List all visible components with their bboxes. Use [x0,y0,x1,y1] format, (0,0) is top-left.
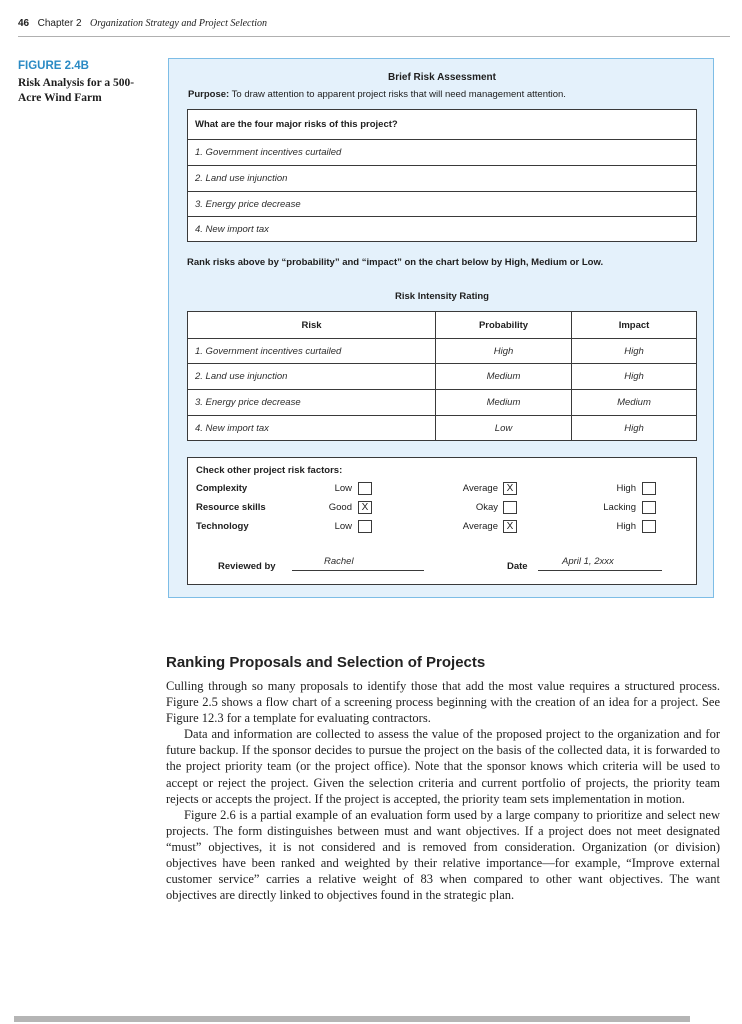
purpose-label: Purpose: [188,89,230,100]
factor-option-technology-low: Low [334,521,352,532]
checkbox-complexity-low[interactable] [358,482,372,495]
date-underline [538,570,662,571]
rating-probability-3: Medium [486,397,521,408]
rating-risk-1: 1. Government incentives curtailed [195,345,342,357]
rating-probability-2: Medium [486,371,521,382]
date-value: April 1, 2xxx [562,556,614,567]
factor-option-complexity-average: Average [462,483,498,494]
figure-number: FIGURE 2.4B [18,60,89,72]
factor-option-complexity-low: Low [334,483,352,494]
risk-item-4: 4. New import tax [188,216,696,241]
figure-caption: Risk Analysis for a 500-Acre Wind Farm [18,77,135,104]
factor-name-complexity: Complexity [196,483,248,494]
risk-item-2: 2. Land use injunction [188,165,696,191]
paragraph-3: Figure 2.6 is a partial example of an evaluation form used by a large company to prioritize and select new projects. The form distinguishes between must and want objectives. If a project does not meet designated “must” objectives, it is not considered and is removed from consideration. Organization (or division) objectives have been ranked and weighted by their relative importance—for example, “Improve external customer service” carries a relative weight of 83 when compared to other want objectives. The want objectives are directly linked to objectives found in the strategic plan. [166,807,720,903]
checkbox-technology-high[interactable] [642,520,656,533]
page-number: 46 [18,18,30,29]
header-impact: Impact [618,319,650,331]
checkbox-technology-low[interactable] [358,520,372,533]
factor-option-resource-okay: Okay [475,502,498,513]
reviewed-by-value: Rachel [324,556,354,567]
risk-factors-box [187,457,697,585]
paragraph-1: Culling through so many proposals to identify those that add the most value requires a structured process. Figure 2.5 shows a flow chart of a screening process beginning with the creation of an idea for a project. See Figure 12.3 for a template for evaluating contractors. [166,679,720,726]
risks-question: What are the four major risks of this project? [195,119,398,130]
risk-item-3: 3. Energy price decrease [188,191,696,216]
rating-risk-4: 4. New import tax [195,422,269,434]
running-header [18,18,730,37]
rating-title: Risk Intensity Rating [395,291,489,302]
rank-instruction: Rank risks above by “probability” and “impact” on the chart below by High, Medium or Low. [187,257,604,268]
factor-option-resource-lacking: Lacking [603,502,636,513]
checkbox-resource-lacking[interactable] [642,501,656,514]
date-label: Date [507,561,528,572]
factor-name-technology: Technology [196,521,249,532]
major-risks-box [187,109,697,242]
section-heading: Ranking Proposals and Selection of Projects [166,654,486,671]
checkbox-resource-good[interactable]: X [358,501,372,514]
factor-option-technology-high: High [616,521,636,532]
header-probability: Probability [478,319,529,331]
checkbox-complexity-average[interactable]: X [503,482,517,495]
rating-impact-2: High [624,371,644,382]
rating-risk-2: 2. Land use injunction [195,371,288,382]
checkbox-complexity-high[interactable] [642,482,656,495]
rating-impact-1: High [624,345,644,357]
bottom-scroll-bar [14,1016,690,1022]
body-text [166,678,720,903]
risk-item-1: 1. Government incentives curtailed [188,139,696,165]
purpose-text: To draw attention to apparent project risks that will need management attention. [231,89,566,100]
header-risk: Risk [301,319,322,331]
figure-panel [168,58,714,598]
paragraph-2: Data and information are collected to assess the value of the proposed project to the organization and for future backup. If the sponsor decides to pursue the project on the basis of the collected data, it is forwarded to the project priority team (or the project office). Note that the sponsor knows which criteria will be used to accept or reject the project. Given the selection criteria and current portfolio of projects, the priority team rejects or accepts the project. If the project is accepted, the priority team sets implementation in motion. [166,727,720,806]
checkbox-technology-average[interactable]: X [503,520,517,533]
factor-name-resource-skills: Resource skills [196,502,266,513]
factor-option-complexity-high: High [616,483,636,494]
checkbox-resource-okay[interactable] [503,501,517,514]
rating-impact-3: Medium [617,397,651,408]
reviewed-by-underline [292,570,424,571]
factors-title: Check other project risk factors: [196,465,343,476]
purpose-line [188,89,566,100]
rating-probability-1: High [493,345,514,357]
rating-probability-4: Low [494,422,513,434]
chapter-title: Organization Strategy and Project Selection [90,18,268,29]
rating-impact-4: High [624,422,644,434]
factor-option-resource-good: Good [328,502,352,513]
factor-option-technology-average: Average [462,521,498,532]
rating-risk-3: 3. Energy price decrease [195,397,301,408]
risk-intensity-table [187,311,697,441]
chapter-label: Chapter 2 [37,18,82,29]
form-title: Brief Risk Assessment [387,72,496,83]
reviewed-by-label: Reviewed by [218,561,276,572]
